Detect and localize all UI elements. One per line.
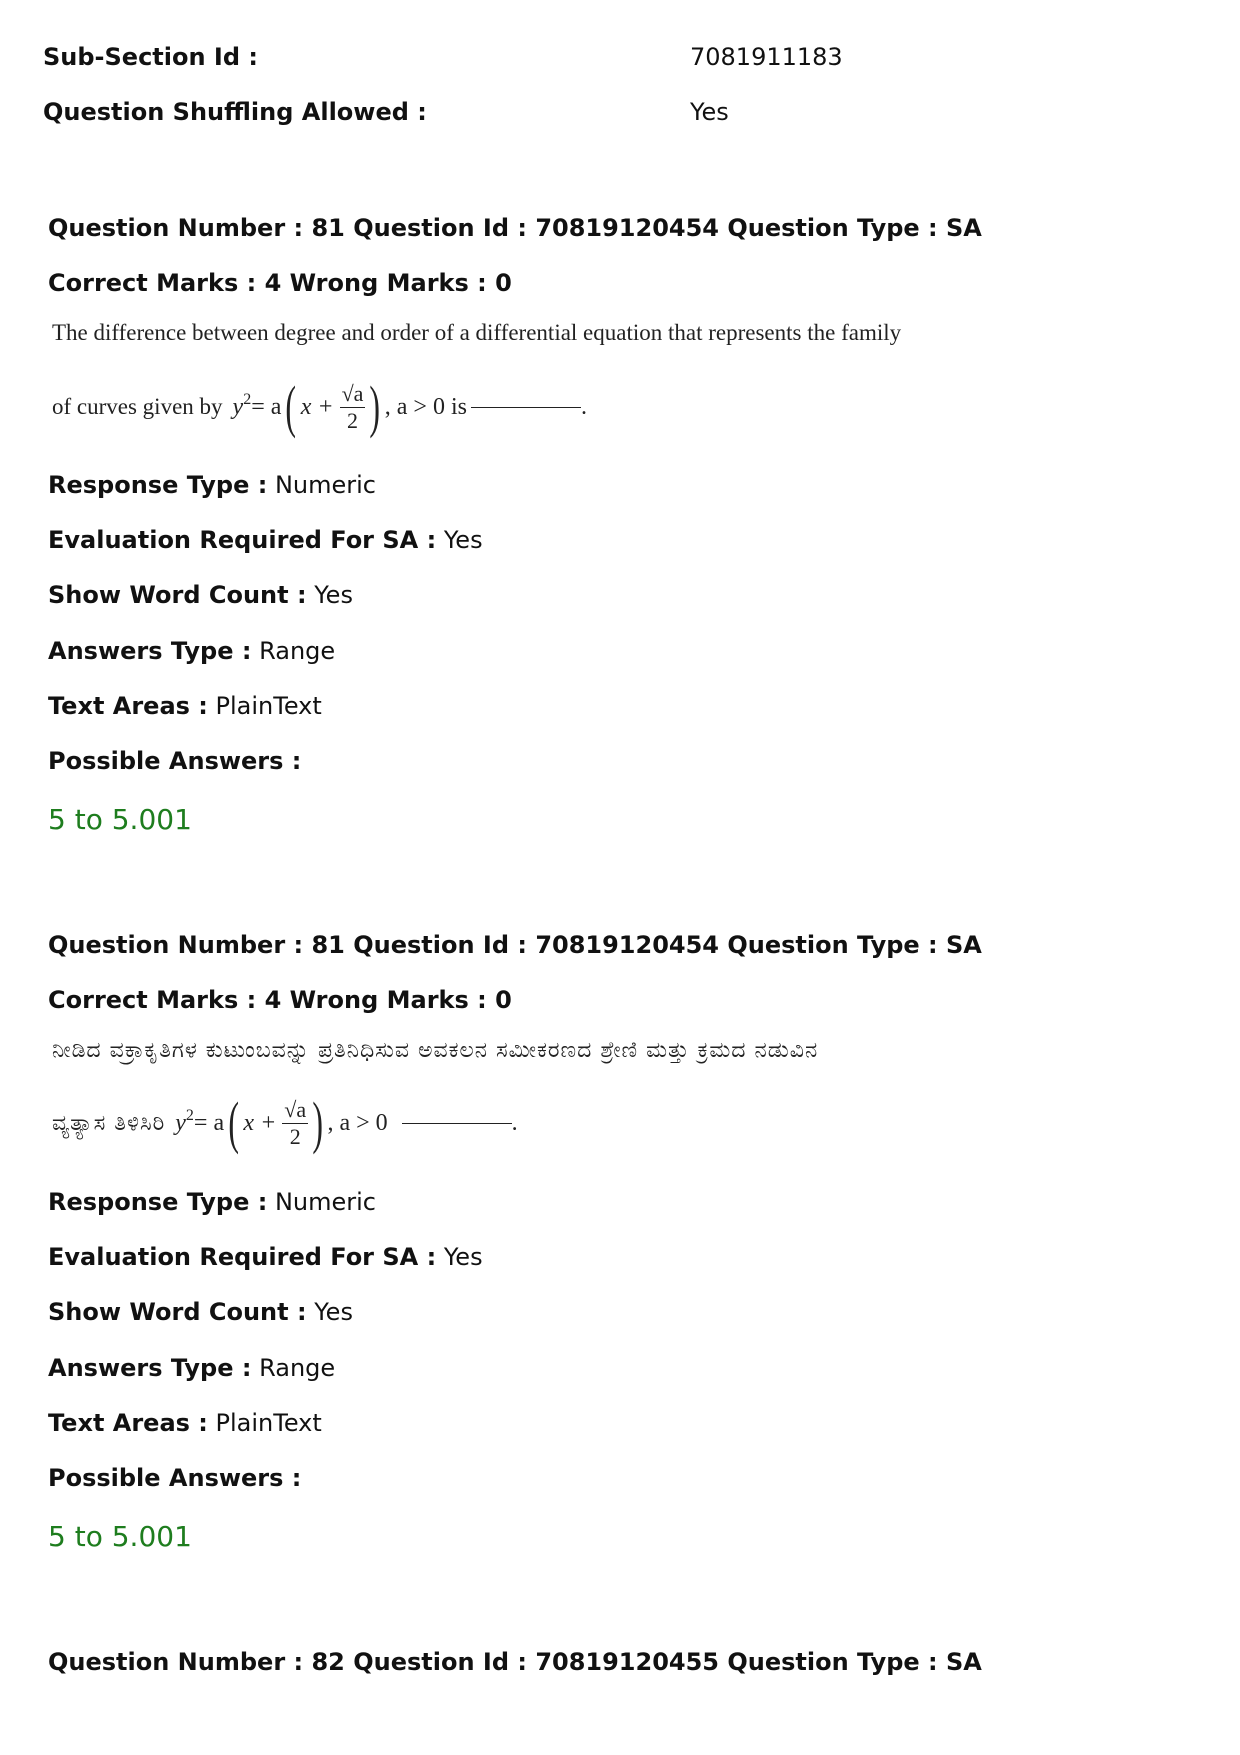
eq-exponent: 2 [243,391,252,408]
question-marks: Correct Marks : 4 Wrong Marks : 0 [48,269,512,297]
question-text-line1: The difference between degree and order of a differential equation that represents the family [52,320,902,345]
eq-suffix: , a > 0 [327,1109,388,1136]
answers-type-row: Answers Type : Range [48,637,336,665]
right-paren: ) [369,374,381,439]
word-count-row: Show Word Count : Yes [48,581,353,609]
next-question-header: Question Number : 82 Question Id : 70819120455 Question Type : SA [48,1648,982,1676]
sub-section-value: 7081911183 [690,43,843,71]
answers-type-row: Answers Type : Range [48,1354,336,1382]
answer-blank [402,1123,512,1124]
left-paren: ( [228,1090,240,1155]
answer-blank [471,407,581,408]
eq-y: y [175,1109,186,1136]
sub-section-label: Sub-Section Id : [43,43,258,71]
possible-answers-label: Possible Answers : [48,1464,302,1492]
word-count-row: Show Word Count : Yes [48,1298,353,1326]
left-paren: ( [285,374,297,439]
question-text-line1: ನೀಡಿದ ವಕ್ರಾಕೃತಿಗಳ ಕುಟುಂಬವನ್ನು ಪ್ರತಿನಿಧಿಸುವ ಅವಕಲನ ಸಮೀಕರಣದ ಶ್ರೇಣಿ ಮತ್ತು ಕ್ರಮದ ನಡುವಿನ [52,1038,819,1063]
possible-answers-value: 5 to 5.001 [48,1520,192,1553]
question-header: Question Number : 81 Question Id : 70819120454 Question Type : SA [48,214,982,242]
eq-denominator: 2 [347,407,358,433]
right-paren: ) [312,1090,324,1155]
question-equation: ವ್ಯತ್ಯಾಸ ತಿಳಿಸಿರಿ y $^2$ = a ( x + $\frac{√a}{2}$ ) , a > 0 . [52,1090,518,1155]
eval-required-row: Evaluation Required For SA : Yes [48,1243,483,1271]
text-areas-row: Text Areas : PlainText [48,1409,322,1437]
eq-equals: = a [193,1109,225,1136]
possible-answers-value: 5 to 5.001 [48,803,192,836]
question-equation: of curves given by y $^2$ = a ( x + $\frac{√a}{2}$ ) , a > 0 is . [52,374,587,439]
eval-required-row: Evaluation Required For SA : Yes [48,526,483,554]
eq-fraction [340,381,366,434]
text-areas-row: Text Areas : PlainText [48,692,322,720]
eq-equals: = a [251,393,282,420]
question-header: Question Number : 81 Question Id : 70819120454 Question Type : SA [48,931,982,959]
eq-exponent: 2 [185,1107,194,1124]
eq-x: x + [300,393,334,420]
question-text-line2: ವ್ಯತ್ಯಾಸ ತಿಳಿಸಿರಿ [52,1110,166,1136]
shuffle-label: Question Shuffling Allowed : [43,98,427,126]
eq-numerator: √a [341,380,364,406]
eq-numerator: √a [284,1096,307,1122]
possible-answers-label: Possible Answers : [48,747,302,775]
shuffle-value: Yes [690,98,729,126]
eq-suffix: , a > 0 is [384,393,467,420]
question-marks: Correct Marks : 4 Wrong Marks : 0 [48,986,512,1014]
eq-y: y [232,393,244,420]
eq-fraction [282,1097,308,1150]
response-type-row: Response Type : Numeric [48,1188,376,1216]
eq-x: x + [243,1109,277,1136]
response-type-row: Response Type : Numeric [48,471,376,499]
eq-denominator: 2 [289,1123,301,1149]
question-text-line2: of curves given by [52,394,223,419]
